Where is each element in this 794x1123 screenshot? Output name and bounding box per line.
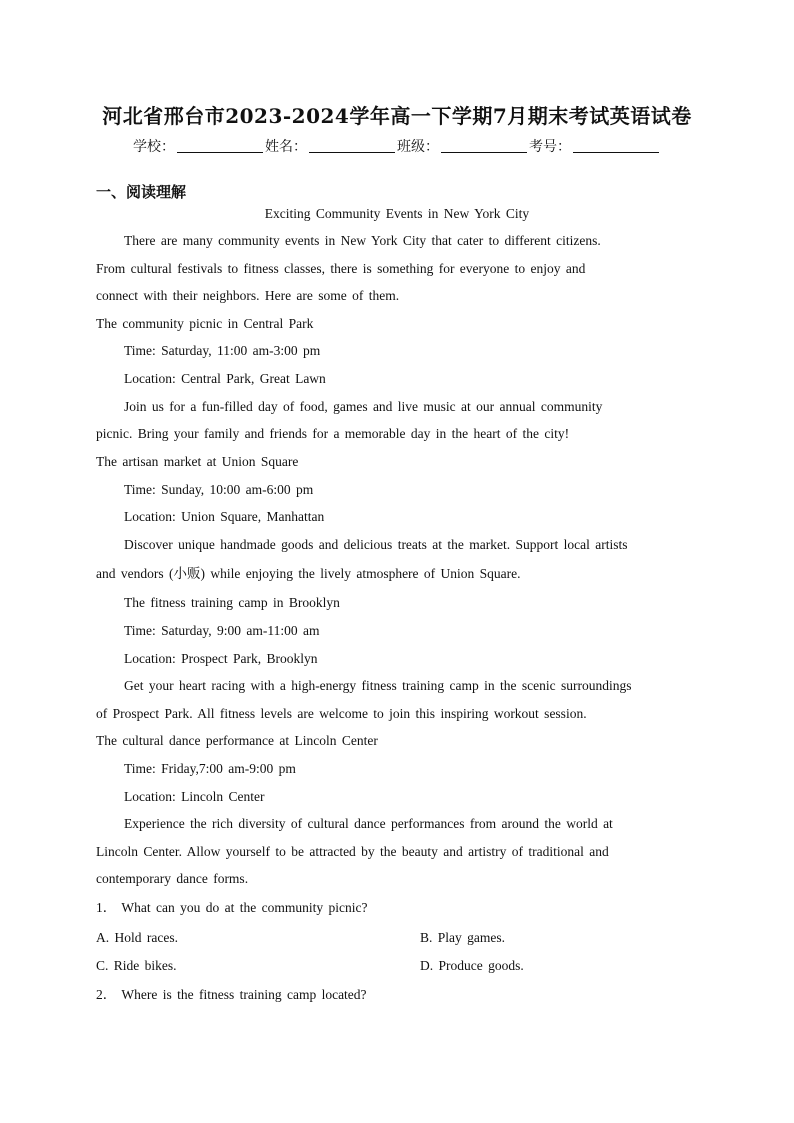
class-blank[interactable] [441,138,527,153]
question-2-stem: 2． Where is the fitness training camp located? [96,987,367,1002]
event1-desc-2: picnic. Bring your family and friends for a memorable day in the heart of the city! [96,426,570,441]
event3-location: Location: Prospect Park, Brooklyn [124,651,318,666]
event2-name: The artisan market at Union Square [96,454,299,469]
passage-heading: Exciting Community Events in New York City [264,206,530,221]
section-heading: 一、阅读理解 [96,183,187,201]
event3-desc-1: Get your heart racing with a high-energy fitness training camp in the scenic surroundings [124,678,632,693]
exam-title: 河北省邢台市2023-2024学年高一下学期7月期末考试英语试卷 [102,104,692,128]
event4-time: Time: Friday,7:00 am-9:00 pm [124,761,296,776]
event2-desc-2: and vendors (小贩) while enjoying the lively atmosphere of Union Square. [96,566,521,581]
question-1-option-d[interactable]: D. Produce goods. [420,958,524,973]
name-blank[interactable] [309,138,395,153]
intro-line-2: From cultural festivals to fitness classes, there is something for everyone to enjoy and [96,261,586,276]
school-label: 学校： [133,139,175,155]
event4-location: Location: Lincoln Center [124,789,265,804]
exam-number-blank[interactable] [573,138,659,153]
event4-desc-3: contemporary dance forms. [96,871,249,886]
student-info-line [0,136,794,156]
event3-time: Time: Saturday, 9:00 am-11:00 am [124,623,320,638]
question-1-option-a[interactable]: A. Hold races. [96,930,178,945]
event4-desc-2: Lincoln Center. Allow yourself to be attracted by the beauty and artistry of traditional and [96,844,609,859]
class-label: 班级： [397,139,439,155]
exam-number-label: 考号： [529,139,571,155]
question-1-stem: 1． What can you do at the community picnic? [96,900,368,915]
event1-time: Time: Saturday, 11:00 am-3:00 pm [124,343,321,358]
event3-desc-2: of Prospect Park. All fitness levels are welcome to join this inspiring workout session. [96,706,587,721]
intro-line-3: connect with their neighbors. Here are some of them. [96,288,400,303]
intro-line-1: There are many community events in New York City that cater to different citizens. [124,233,601,248]
question-1-option-c[interactable]: C. Ride bikes. [96,958,177,973]
event1-desc-1: Join us for a fun-filled day of food, games and live music at our annual community [124,399,603,414]
name-label: 姓名： [265,139,307,155]
question-1-option-b[interactable]: B. Play games. [420,930,505,945]
event3-name: The fitness training camp in Brooklyn [124,595,340,610]
event1-name: The community picnic in Central Park [96,316,314,331]
event2-desc-1: Discover unique handmade goods and delicious treats at the market. Support local artists [124,537,628,552]
event1-location: Location: Central Park, Great Lawn [124,371,326,386]
school-blank[interactable] [177,138,263,153]
event2-location: Location: Union Square, Manhattan [124,509,325,524]
event4-name: The cultural dance performance at Lincoln Center [96,733,378,748]
event2-time: Time: Sunday, 10:00 am-6:00 pm [124,482,314,497]
event4-desc-1: Experience the rich diversity of cultural dance performances from around the world at [124,816,613,831]
